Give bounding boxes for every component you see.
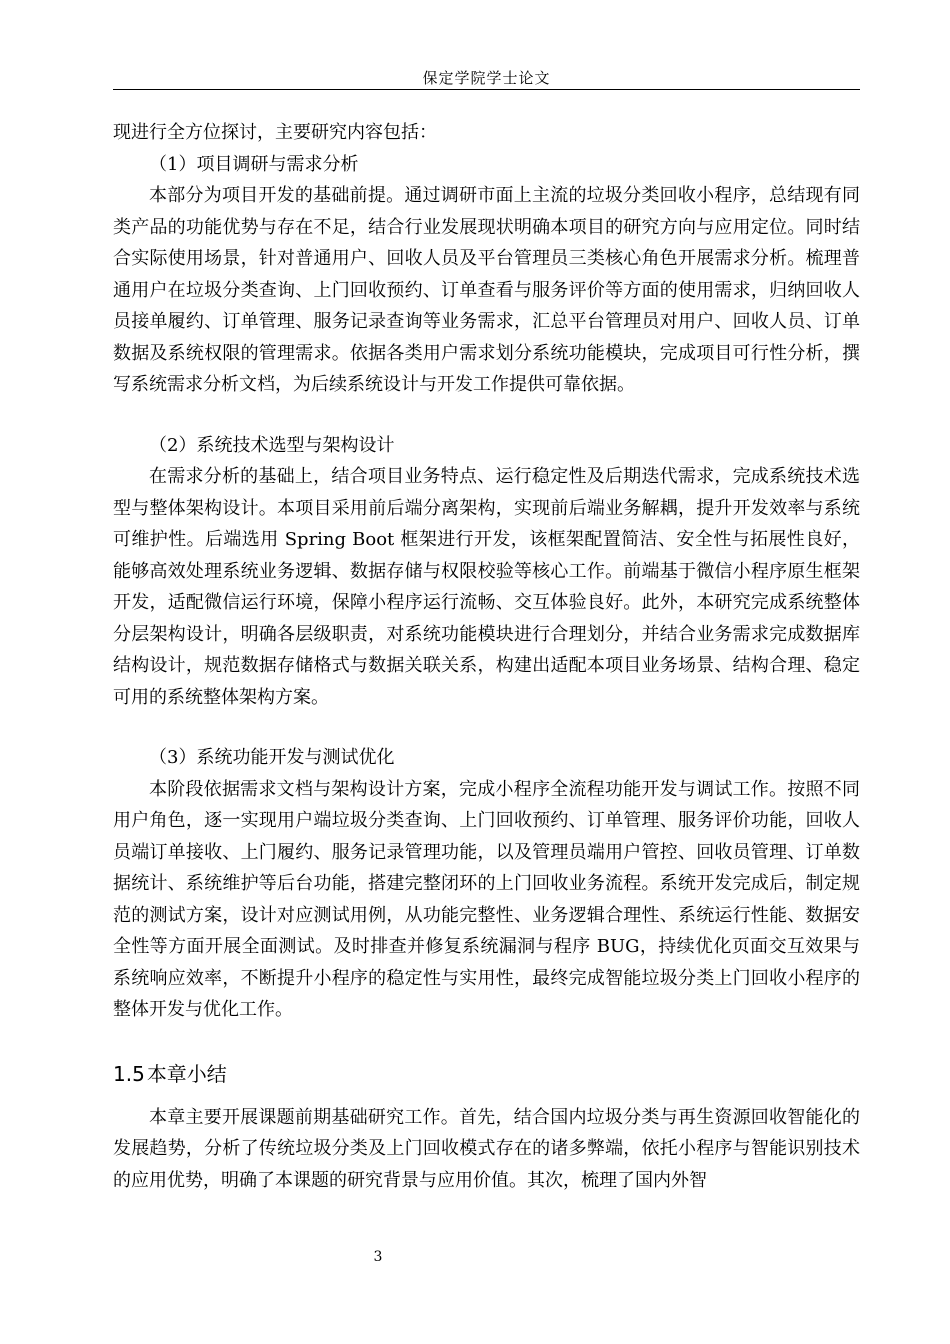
item-heading-3: （3）系统功能开发与测试优化: [149, 747, 395, 768]
section-heading: [113, 1060, 860, 1088]
section-number: 1.5: [113, 1061, 145, 1086]
section-paragraph: 本章主要开展课题前期基础研究工作。首先，结合国内垃圾分类与再生资源回收智能化的发展趋势，分析了传统垃圾分类及上门回收模式存在的诸多弊端，依托小程序与智能识别技术的应用优势，明确了本课题的研究背景与应用价值。其次，梳理了国内外智: [113, 1106, 860, 1191]
section-title: 本章小结: [146, 1061, 227, 1086]
page-header: 保定学院学士论文: [422, 69, 551, 87]
item-paragraph-1: 本部分为项目开发的基础前提。通过调研市面上主流的垃圾分类回收小程序，总结现有同类产品的功能优势与存在不足，结合行业发展现状明确本项目的研究方向与应用定位。同时结合实际使用场景，针对普通用户、回收人员及平台管理员三类核心角色开展需求分析。梳理普通用户在垃圾分类查询、上门回收预约、订单查看与服务评价等方面的使用需求，归纳回收人员接单履约、订单管理、服务记录查询等业务需求，汇总平台管理员对用户、回收人员、订单数据及系统权限的管理需求。依据各类用户需求划分系统功能模块，完成项目可行性分析，撰写系统需求分析文档，为后续系统设计与开发工作提供可靠依据。: [113, 185, 860, 395]
item-paragraph-2: 在需求分析的基础上，结合项目业务特点、运行稳定性及后期迭代需求，完成系统技术选型与整体架构设计。本项目采用前后端分离架构，实现前后端业务解耦，提升开发效率与系统可维护性。后端选用 Spring Boot 框架进行开发，该框架配置简洁、安全性与拓展性良好，能够高效处理系统业务逻辑、数据存储与权限校验等核心工作。前端基于微信小程序原生框架开发，适配微信运行环境，保障小程序运行流畅、交互体验良好。此外，本研究完成系统整体分层架构设计，明确各层级职责，对系统功能模块进行合理划分，并结合业务需求完成数据库结构设计，规范数据存储格式与数据关联关系，构建出适配本项目业务场景、结构合理、稳定可用的系统整体架构方案。: [113, 466, 860, 708]
header-divider: [113, 89, 860, 90]
item-heading-2: （2）系统技术选型与架构设计: [149, 434, 395, 456]
item-heading-1: （1）项目调研与需求分析: [149, 153, 359, 175]
paragraph-spacer: [113, 713, 860, 742]
document-body: [113, 117, 860, 1196]
page-number: 3: [373, 1249, 383, 1265]
item-paragraph-3: 本阶段依据需求文档与架构设计方案，完成小程序全流程功能开发与调试工作。按照不同用户角色，逐一实现用户端垃圾分类查询、上门回收预约、订单管理、服务评价功能，回收人员端订单接收、上门履约、服务记录管理功能，以及管理员端用户管控、回收员管理、订单数据统计、系统维护等后台功能，搭建完整闭环的上门回收业务流程。系统开发完成后，制定规范的测试方案，设计对应测试用例，从功能完整性、业务逻辑合理性、系统运行性能、数据安全性等方面开展全面测试。及时排查并修复系统漏洞与程序 BUG，持续优化页面交互效果与系统响应效率，不断提升小程序的稳定性与实用性，最终完成智能垃圾分类上门回收小程序的整体开发与优化工作。: [113, 778, 860, 1020]
paragraph-spacer: [113, 401, 860, 430]
intro-paragraph: 现进行全方位探讨，主要研究内容包括：: [113, 122, 437, 143]
